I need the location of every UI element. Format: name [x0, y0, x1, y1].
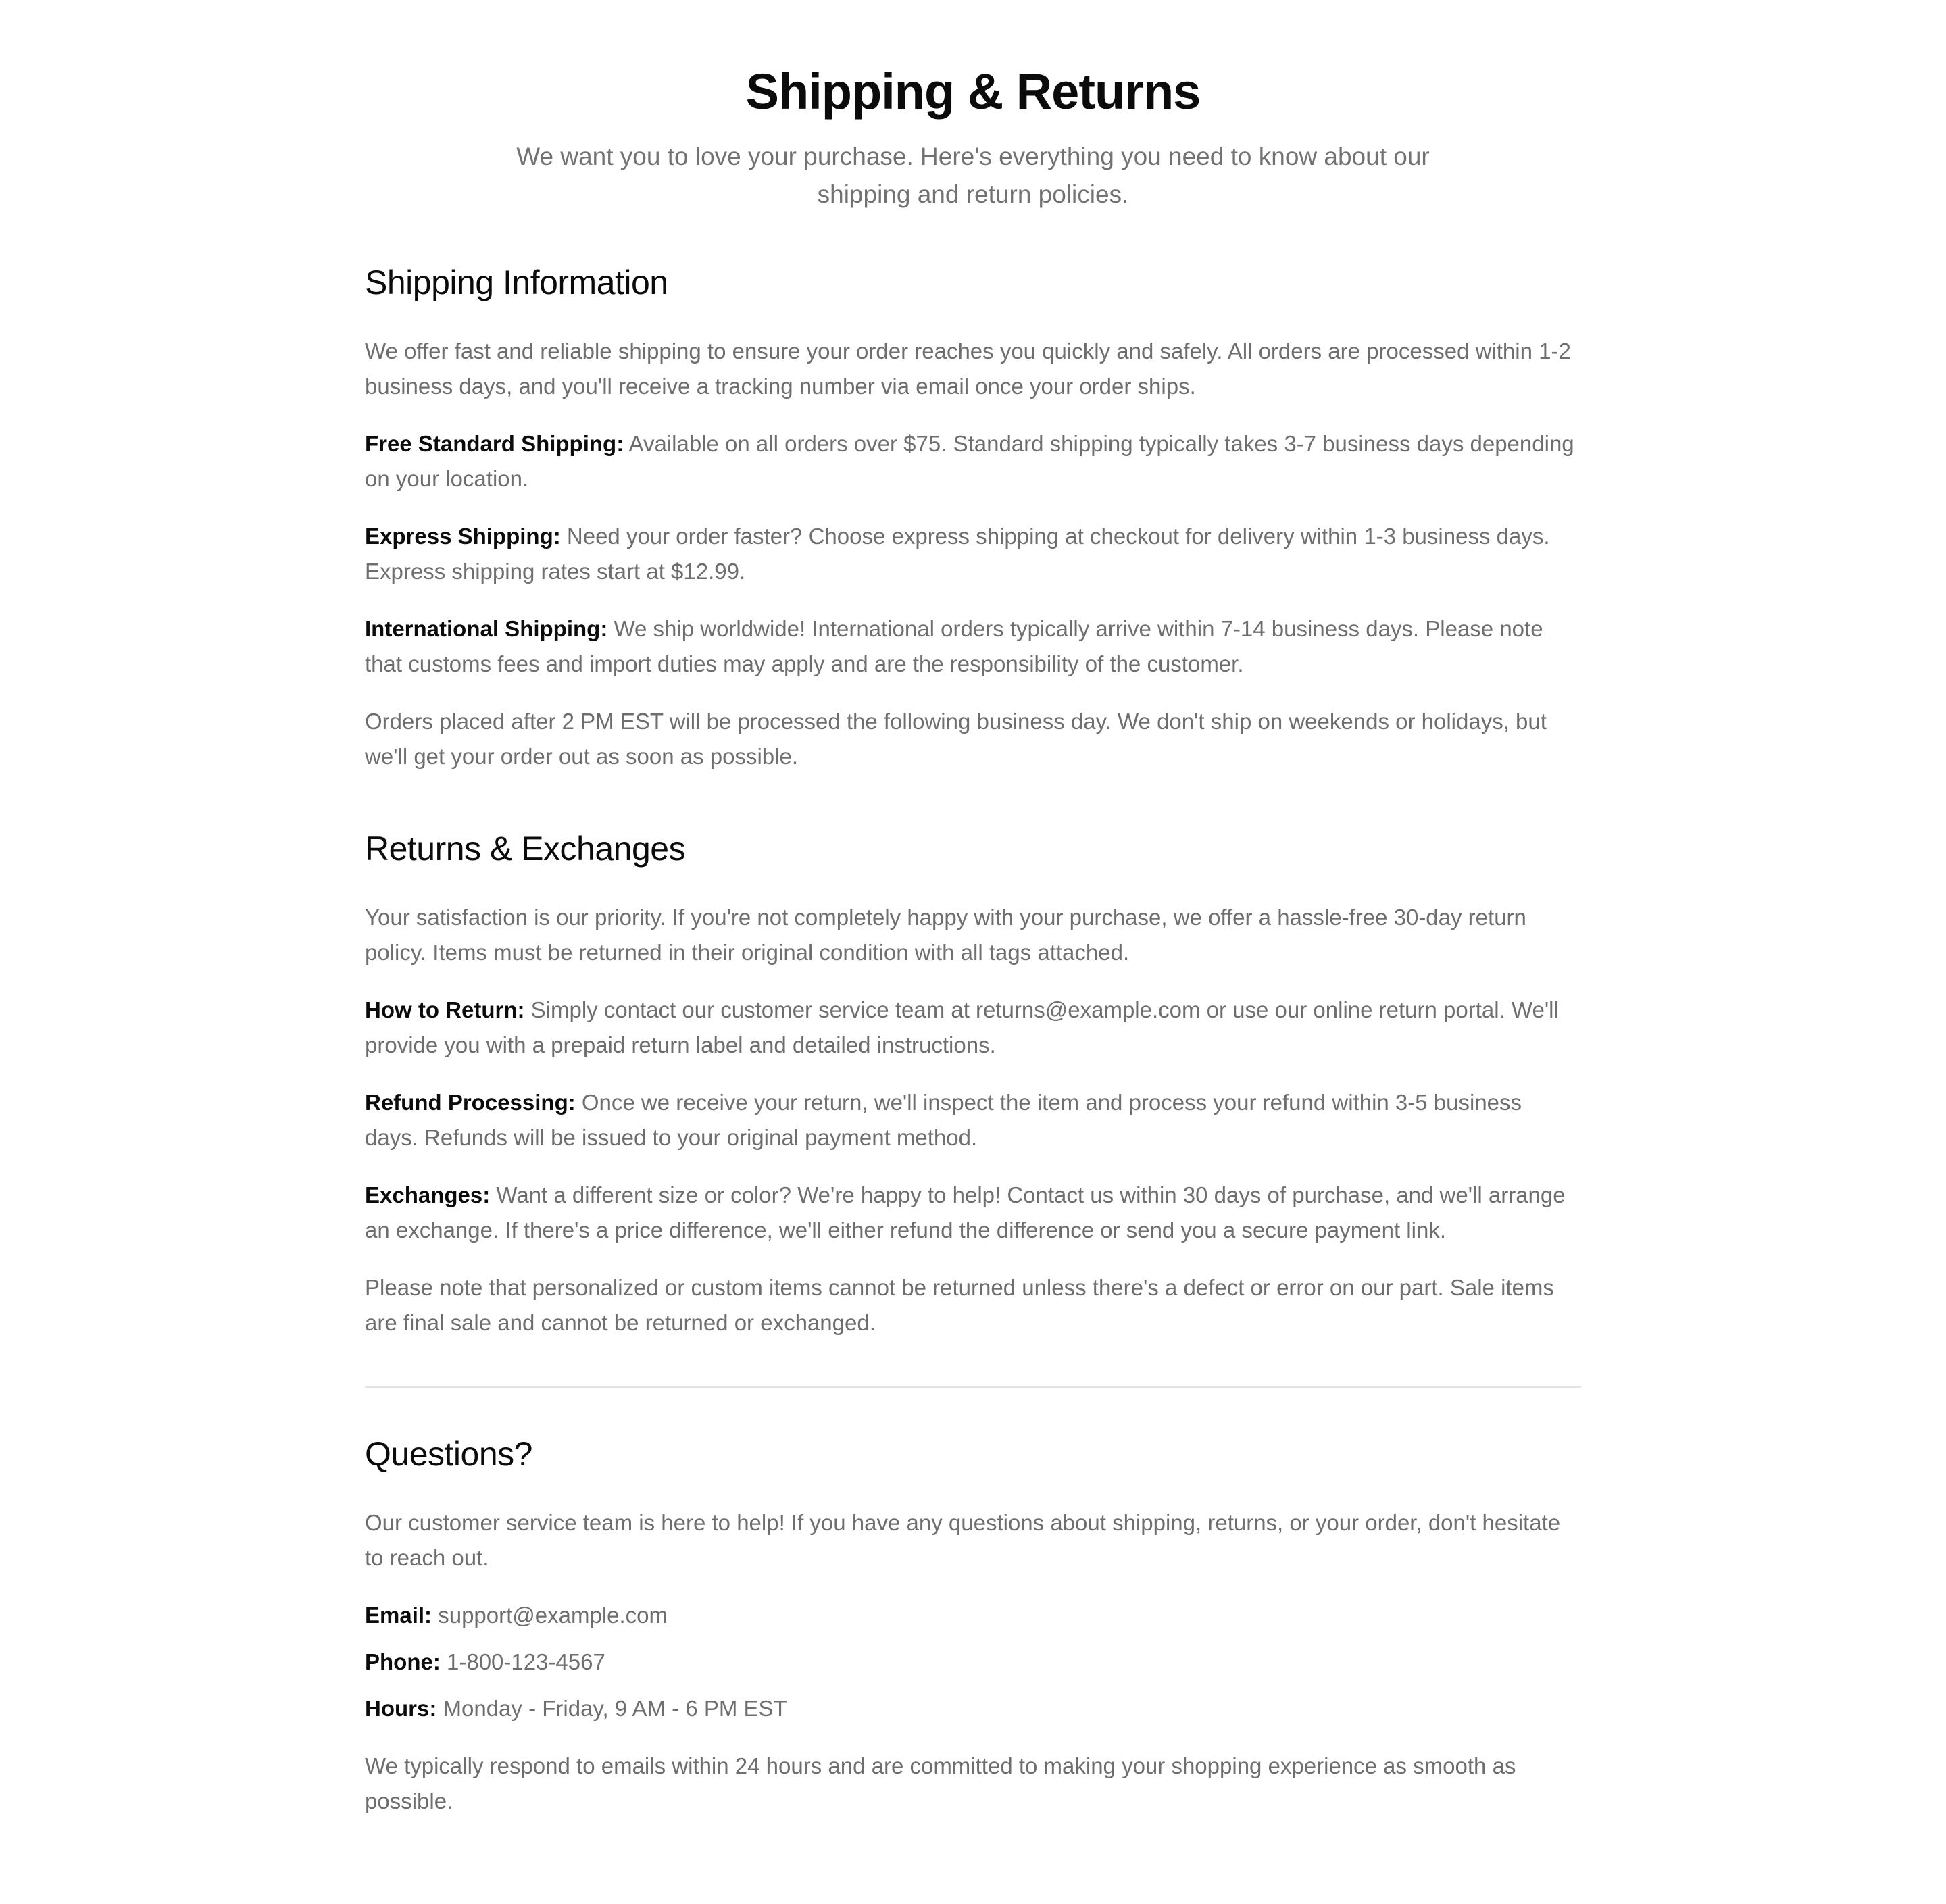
contact-hours-label: Hours: [365, 1696, 437, 1721]
section-divider [365, 1386, 1581, 1388]
shipping-intro: We offer fast and reliable shipping to ensure your order reaches you quickly and safely. All orders are processed within 1-2 business days, and you'll receive a tracking number via email once your order ships. [365, 339, 1571, 399]
contact-email-value[interactable]: support@example.com [432, 1603, 668, 1628]
returns-note: Please note that personalized or custom items cannot be returned unless there's a defect or error on our part. Sale items are final sale and cannot be returned or exchanged. [365, 1275, 1554, 1335]
international-shipping-label: International Shipping: [365, 616, 608, 641]
returns-section [365, 827, 1581, 1341]
contact-hours-row [365, 1691, 1581, 1726]
how-to-return-item [365, 993, 1581, 1063]
refund-processing-text: Once we receive your return, we'll inspect the item and process your refund within 3-5 business days. Refunds will be issued to your original payment method. [365, 1090, 1522, 1150]
returns-intro: Your satisfaction is our priority. If you're not completely happy with your purchase, we offer a hassle-free 30-day return policy. Items must be returned in their original condition with all tags attached. [365, 905, 1526, 965]
exchanges-item [365, 1178, 1581, 1248]
how-to-return-label: How to Return: [365, 997, 525, 1022]
express-shipping-text: Need your order faster? Choose express shipping at checkout for delivery within 1-3 business days. Express shipping rates start at $12.99. [365, 524, 1550, 584]
exchanges-text: Want a different size or color? We're happy to help! Contact us within 30 days of purchase, and we'll arrange an exchange. If there's a price difference, we'll either refund the difference or send you a secure payment link. [365, 1182, 1566, 1243]
free-standard-shipping-text: Available on all orders over $75. Standard shipping typically takes 3-7 business days depending on your location. [365, 431, 1574, 491]
questions-heading: Questions? [365, 1435, 532, 1473]
international-shipping-item [365, 611, 1581, 682]
refund-processing-item [365, 1085, 1581, 1155]
shipping-note: Orders placed after 2 PM EST will be processed the following business day. We don't ship on weekends or holidays, but we'll get your order out as soon as possible. [365, 709, 1547, 769]
returns-heading: Returns & Exchanges [365, 830, 686, 868]
policy-page [365, 0, 1581, 1819]
free-standard-shipping-label: Free Standard Shipping: [365, 431, 624, 456]
contact-phone-value[interactable]: 1-800-123-4567 [440, 1649, 605, 1674]
express-shipping-item [365, 519, 1581, 589]
contact-email-row [365, 1598, 1581, 1633]
shipping-section [365, 261, 1581, 774]
contact-hours-value: Monday - Friday, 9 AM - 6 PM EST [436, 1696, 787, 1721]
refund-processing-label: Refund Processing: [365, 1090, 576, 1115]
international-shipping-text: We ship worldwide! International orders typically arrive within 7-14 business days. Please note that customs fees and import duties may apply and are the responsibility of the customer. [365, 616, 1543, 676]
exchanges-label: Exchanges: [365, 1182, 491, 1207]
page-title: Shipping & Returns [745, 64, 1201, 120]
questions-section [365, 1432, 1581, 1819]
express-shipping-label: Express Shipping: [365, 524, 561, 549]
free-standard-shipping-item [365, 426, 1581, 497]
shipping-heading: Shipping Information [365, 264, 668, 301]
contact-email-label: Email: [365, 1603, 432, 1628]
contact-phone-label: Phone: [365, 1649, 441, 1674]
questions-intro: Our customer service team is here to help! If you have any questions about shipping, returns, or your order, don't hesitate to reach out. [365, 1510, 1561, 1570]
contact-phone-row [365, 1645, 1581, 1680]
how-to-return-text: Simply contact our customer service team at returns@example.com or use our online return portal. We'll provide you with a prepaid return label and detailed instructions. [365, 997, 1559, 1057]
questions-closing: We typically respond to emails within 24 hours and are committed to making your shopping experience as smooth as possible. [365, 1753, 1516, 1813]
page-subtitle: We want you to love your purchase. Here's everything you need to know about our shipping and return policies. [516, 143, 1430, 208]
